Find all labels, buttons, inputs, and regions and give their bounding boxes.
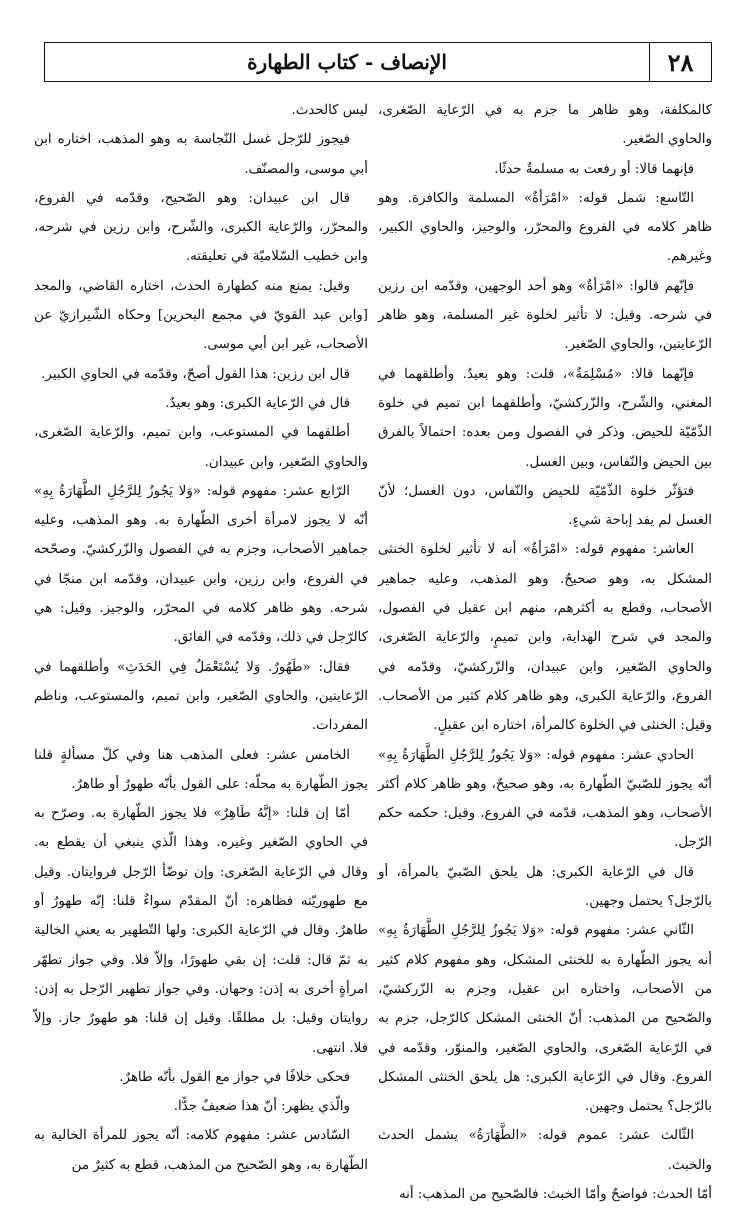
paragraph: الثّالث عشر: عموم قوله: «الطَّهَارَةُ» يشمل الحدث والخبث.	[378, 1128, 712, 1173]
paragraph: ليس كالحدث.	[291, 103, 368, 118]
paragraph: فحكى خلافًا في جواز مع القول بأنّه طاهرٌ.	[119, 1069, 350, 1085]
page-number: ٢٨	[649, 43, 711, 81]
left-text-column	[34, 96, 368, 1173]
paragraph: فإنّهما قالا: «مُسْلِمَةٌ»، قلت: وهو بعيدٌ. وأطلقهما في المغني، والشّرح، والزّركشيّ، وأطلقهما ابن تميم في خلوة الذّمّيّة للحيض. وذكر في الفصول ومن بعده: احتمالاً بالفرق بين الحيض والنّفاس، وبين الغسل.	[378, 366, 712, 470]
paragraph: أطلقهما في المستوعب، وابن تميم، والرّعاية الصّغرى، والحاوي الصّغير، وابن عبيدان.	[34, 425, 368, 470]
paragraph: الحادي عشر: مفهوم قوله: «وَلا يَجُوزُ لِلرَّجُلِ الطَّهَارَةُ بِهِ» أنّه يجوز للصّبيّ الطّهارة به، وهو صحيحٌ، وهو ظاهر كلام أكثر الأصحاب، وهو المذهب، قدّمه في الفروع. وقيل: حكمه حكم الرّجل.	[378, 747, 712, 851]
paragraph: فإنّهم قالوا: «امْرَأةٌ» وهو أحد الوجهين، وقدّمه ابن رزين في شرحه. وقيل: لا تأثير لخلوة غير المسلمة، وهو ظاهر الرّعايتين، والحاوي الصّغير.	[378, 278, 712, 353]
paragraph: فيجوز للرّجل غسل النّجاسة به وهو المذهب، اختاره ابن أبي موسى، والمصنّف.	[34, 132, 368, 177]
paragraph: قال في الرّعاية الكبرى: وهو بعيدٌ.	[165, 395, 350, 411]
paragraph: التّاسع: شمل قوله: «امْرَأةٌ» المسلمة والكافرة. وهو ظاهر كلامه في الفروع والمحرّر، والوجيز، والحاوي الكبير، وغيرهم.	[378, 190, 712, 265]
page-header	[44, 42, 712, 82]
paragraph: الثّاني عشر: مفهوم قوله: «وَلا يَجُوزُ لِلرَّجُلِ الطَّهَارَةُ بِهِ» أنه يجوز الطّهارة به للخنثى المشكل، وهو مفهوم كلام كثير من الأصحاب، واختاره ابن عقيل، وجزم به الزّركشيّ، والصّحيح من المذهب: أنّ الخنثى المشكل كالرّجل، جزم به في الرّعاية الصّغرى، والحاوي الصّغير، والمنوّر، وقدّمه في الفروع. وقال في الرّعاية الكبرى: هل يلحق الخنثى المشكل بالرّجل؟ يحتمل وجهين.	[378, 923, 712, 1115]
paragraph: أمّا إن قلنا: «إنَّهُ طَاهِرٌ» فلا يجوز الطّهارة به. وصرّح به في الحاوي الصّغير وغيره. وهذا الّذي ينبغي أن يقطع به. وقال في الرّعاية الصّغرى: وإن توضّأ الرّجل فروايتان. وقيل مع طهوريّته فظاهره: أنّ المقدّم سواءٌ قلنا: إنّه طهورٌ أو طاهرٌ. وقال في الرّعاية الكبرى: ولها التّطهير به يعني الخالية به ثمّ قال: قلت: إن بقي طهورًا، وإلاّ فلا. وفي جواز تطهّر امرأةٍ أخرى به إذن: وجهان. وفي جواز تطهير الرّجل به إذن: روايتان وقيل: بل مطلقًا. وقيل إن قلنا: هو طهورٌ جاز. وإلاّ فلا. انتهى.	[34, 806, 368, 1056]
paragraph: قال ابن رزين: هذا القول أصحّ، وقدّمه في الحاوي الكبير.	[41, 366, 350, 382]
paragraph: السّادس عشر: مفهوم كلامه: أنّه يجوز للمرأة الخالية به الطّهارة به، وهو الصّحيح من المذهب، قطع به كثيرٌ من	[34, 1128, 368, 1173]
paragraph: العاشر: مفهوم قوله: «امْرَأةٌ» أنه لا تأثير لخلوة الخنثى المشكل به، وهو صحيحٌ. وهو المذهب، وعليه جماهير الأصحاب، وقطع به أكثرهم، منهم ابن عقيل في الفصول، والمجد في شرح الهداية، وابن تميمٍ، والرّعاية الصّغرى، والحاوي الصّغير، وابن عبيدان، والزّركشيّ، وقدّمه في الفروع، والرّعاية الكبرى، وهو ظاهر كلام كثير من الأصحاب. وقيل: الخنثى في الخلوة كالمرأة، اختاره ابن عقيلٍ.	[378, 542, 712, 734]
paragraph: وقيل: يمنع منه كطهارة الحدث، اختاره القاضي، والمجد [وابن عبد القويّ في مجمع البحرين] وحكاه الشّيرازيّ عن الأصحاب، غير ابن أبي موسى.	[34, 278, 368, 353]
right-text-column	[378, 96, 712, 1202]
paragraph: والّذي يظهر: أنّ هذا ضعيفٌ جدًّا.	[173, 1099, 350, 1115]
paragraph: فقال: «طَهُورٌ. وَلا يُسْتَعْمَلُ فِي الحَدَثِ» وأطلقهما في الرّعايتين، والحاوي الصّغير، وابن تميم، والمستوعب، وناظم المفردات.	[34, 659, 368, 734]
paragraph: قال ابن عبيدان: وهو الصّحيح، وقدّمه في الفروع، والمحرّر، والرّعاية الكبرى، والشّرح، وابن رزين في شرحه، وابن خطيب السّلاميّة في تعليقته.	[34, 190, 368, 265]
paragraph: أمّا الحدث: فواضحٌ وأمّا الخبث: فالصّحيح من المذهب: أنه	[398, 1186, 712, 1202]
paragraph: قال في الرّعاية الكبرى: هل يلحق الصّبيّ بالمرأة، أو بالرّجل؟ يحتمل وجهين.	[378, 864, 712, 910]
running-title: الإنصاف - كتاب الطهارة	[247, 50, 447, 74]
paragraph: الخامس عشر: فعلى المذهب هنا وفي كلّ مسألةٍ قلنا يجوز الطّهارة به محلّه: على القول بأنّه طهورٌ أو طاهرٌ.	[34, 747, 368, 792]
paragraph: كالمكلفة، وهو ظاهر ما جزم به في الرّعاية الصّغرى، والحاوي الصّغير.	[378, 103, 712, 148]
paragraph: فتؤثّر خلوة الذّمّيّة للحيض والنّفاس، دون الغسل؛ لأنّ الغسل لم يفد إباحة شيءٍ.	[378, 483, 712, 529]
paragraph: الرّابع عشر: مفهوم قوله: «وَلا يَجُوزُ لِلرَّجُلِ الطَّهَارَةُ بِهِ» أنّه لا يجوز لامرأة أخرى الطّهارة به. وهو المذهب، وعليه جماهير الأصحاب، وجزم به في الفصول والزّركشيّ. وصحّحه في الفروع، وابن رزين، وابن عبيدان، وقدّمه ابن منجّا في شرحه. وهو ظاهر كلامه في المحرّر، والوجيز. وقيل: هي كالرّجل في ذلك، وقدّمه في الفائق.	[34, 483, 368, 646]
paragraph: فإنهما قالا: أو رفعت به مسلمةٌ حدثًا.	[494, 161, 694, 177]
